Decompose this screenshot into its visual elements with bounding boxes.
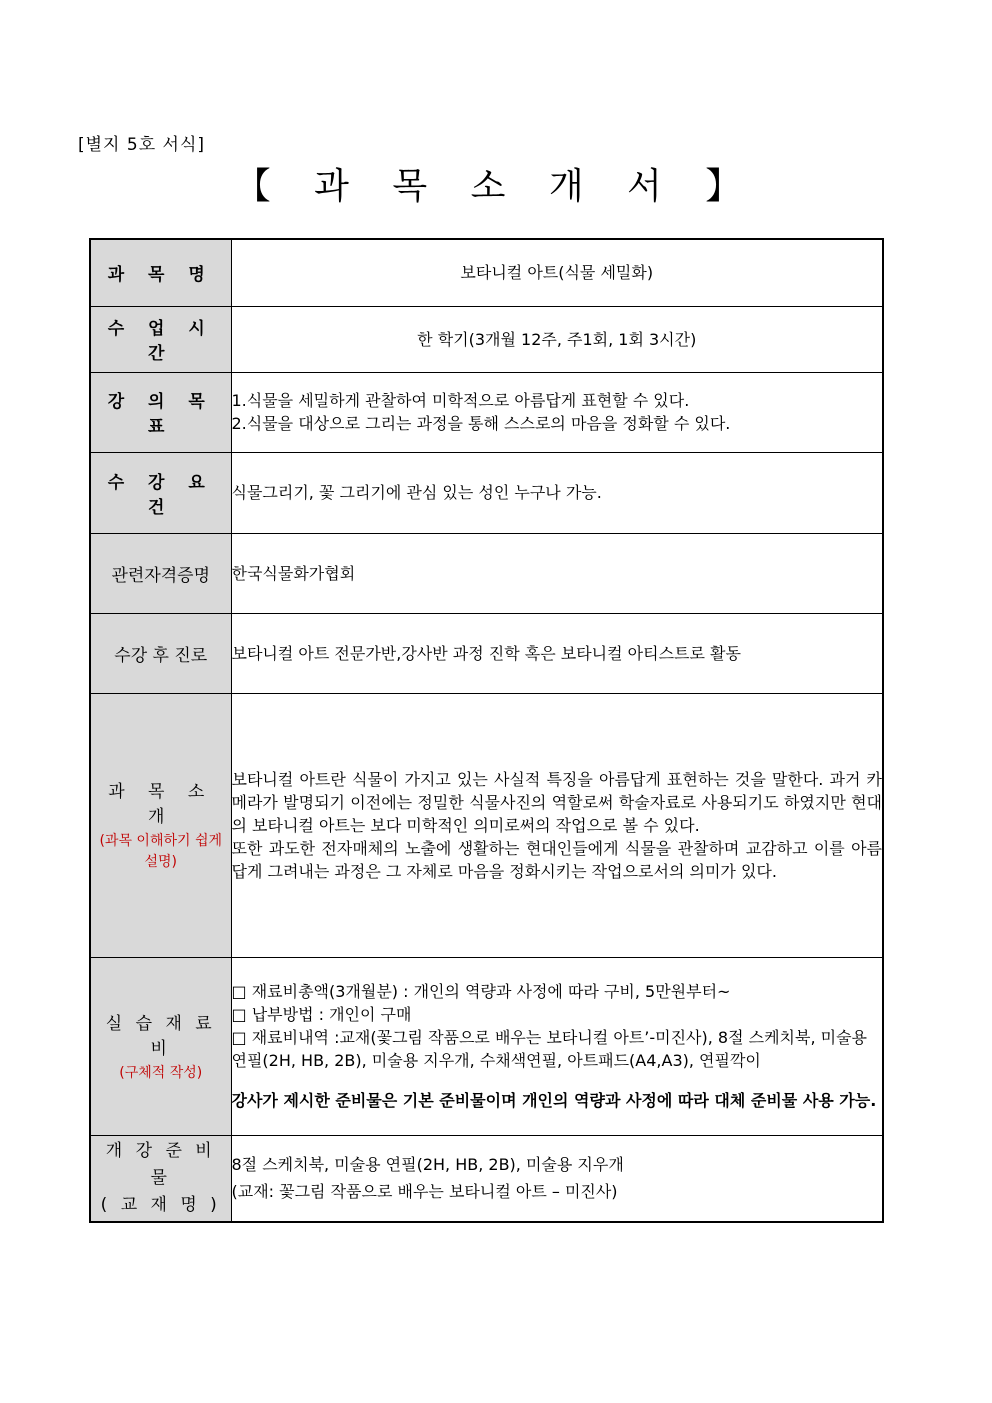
supply-line: (교재: 꽃그림 작품으로 배우는 보타니컬 아트 – 미진사): [231, 1182, 618, 1202]
value-intro: [231, 693, 883, 957]
row-supplies: [90, 1135, 883, 1222]
course-info-table: [89, 238, 884, 1223]
document-title: 【 과 목 소 개 서 】: [234, 166, 758, 207]
value-supplies: [231, 1135, 883, 1222]
value-materials: [231, 957, 883, 1135]
label-career: 수강 후 진로: [90, 613, 231, 693]
label-materials: 실 습 재 료 비 (구체적 작성): [90, 957, 231, 1135]
label-intro-note: (과목 이해하기 쉽게 설명): [99, 833, 223, 870]
row-certificate: [90, 533, 883, 613]
goal-item: 2.식물을 대상으로 그리는 과정을 통해 스스로의 마음을 정화할 수 있다.: [231, 414, 731, 433]
label-course-name: 과 목 명: [90, 239, 231, 306]
intro-paragraph: 또한 과도한 전자매체의 노출에 생활하는 현대인들에게 식물을 관찰하며 교감하고 이를 아름답게 그려내는 과정은 그 자체로 마음을 정화시키는 작업으로서의 의미가 있다.: [231, 838, 882, 881]
value-certificate: 한국식물화가협회: [231, 533, 883, 613]
materials-notice: 강사가 제시한 준비물은 기본 준비물이며 개인의 역량과 사정에 따라 대체 준비물 사용 가능.: [231, 1091, 877, 1110]
material-item: □ 납부방법 : 개인이 구매: [231, 1005, 412, 1024]
value-requirements: 식물그리기, 꽃 그리기에 관심 있는 성인 누구나 가능.: [231, 452, 883, 533]
material-item: □ 재료비총액(3개월분) : 개인의 역량과 사정에 따라 구비, 5만원부터~: [231, 982, 731, 1001]
row-course-name: [90, 239, 883, 306]
value-goals: [231, 372, 883, 452]
label-class-time: 수 업 시 간: [90, 306, 231, 372]
label-certificate: 관련자격증명: [90, 533, 231, 613]
supply-line: 8절 스케치북, 미술용 연필(2H, HB, 2B), 미술용 지우개: [231, 1155, 624, 1175]
material-item: □ 재료비내역 :교재(꽃그림 작품으로 배우는 보타니컬 아트’-미진사), 8절 스케치북, 미술용 연필(2H, HB, 2B), 미술용 지우개, 수채색연필, 아트패드(A4,A3), 연필깍이: [231, 1028, 867, 1070]
value-career: 보타니컬 아트 전문가반,강사반 과정 진학 혹은 보타니컬 아티스트로 활동: [231, 613, 883, 693]
row-class-time: [90, 306, 883, 372]
intro-paragraph: 보타니컬 아트란 식물이 가지고 있는 사실적 특징을 아름답게 표현하는 것을 말한다. 과거 카메라가 발명되기 이전에는 정밀한 식물사진의 역할로써 학술자료로 사용되기도 하였지만 현대의 보타니컬 아트는 보다 미학적인 의미로써의 작업으로 볼 수 있다.: [231, 769, 882, 835]
label-supplies: 개 강 준 비 물 ( 교 재 명 ): [90, 1135, 231, 1222]
label-intro: 과 목 소 개 (과목 이해하기 쉽게 설명): [90, 693, 231, 957]
row-materials: [90, 957, 883, 1135]
label-materials-note: (구체적 작성): [119, 1064, 203, 1081]
value-course-name: 보타니컬 아트(식물 세밀화): [231, 239, 883, 306]
value-class-time: 한 학기(3개월 12주, 주1회, 1회 3시간): [231, 306, 883, 372]
goal-item: 1.식물을 세밀하게 관찰하여 미학적으로 아름답게 표현할 수 있다.: [231, 391, 690, 410]
row-requirements: [90, 452, 883, 533]
row-intro: [90, 693, 883, 957]
label-requirements: 수 강 요 건: [90, 452, 231, 533]
form-number-label: [별지 5호 서식]: [78, 135, 205, 155]
row-career: [90, 613, 883, 693]
label-goals: 강 의 목 표: [90, 372, 231, 452]
row-goals: [90, 372, 883, 452]
